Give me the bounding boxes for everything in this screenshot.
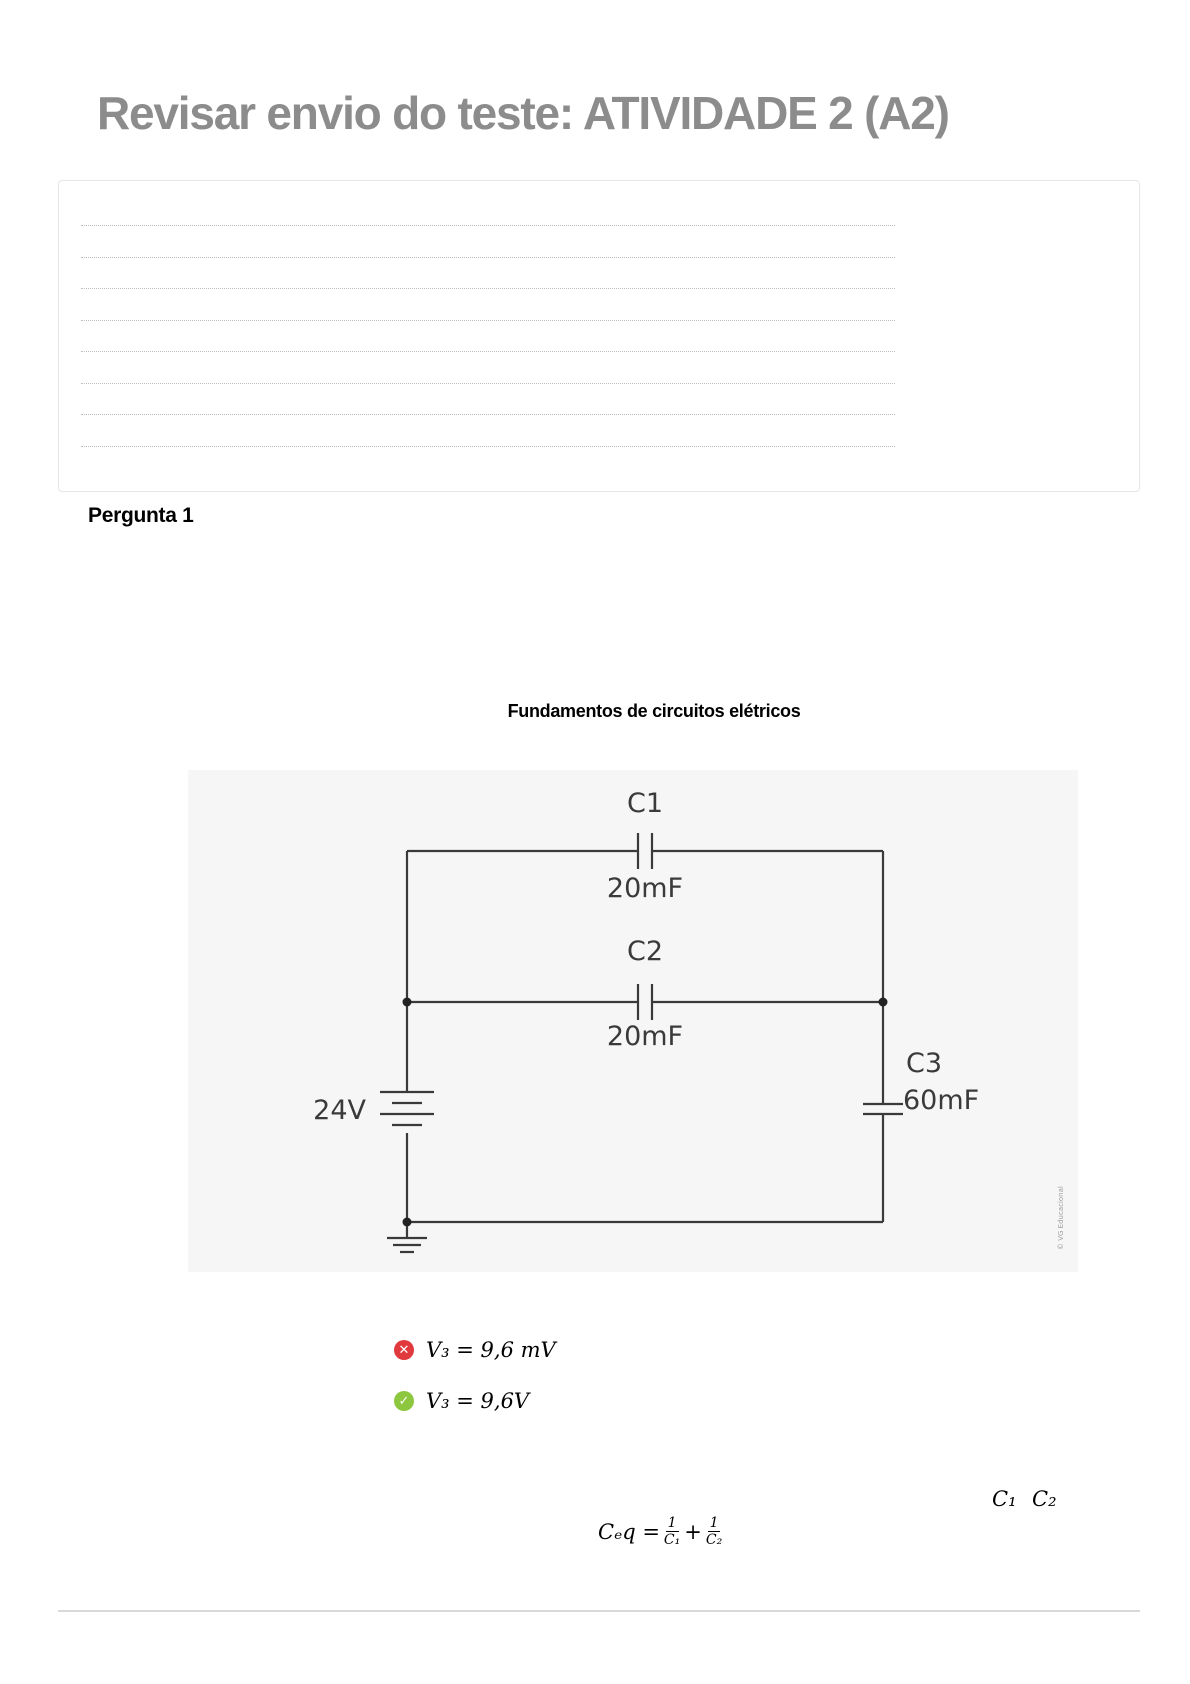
fraction: [664, 1515, 680, 1548]
answer-text: V₃ = 9,6V: [426, 1389, 530, 1413]
fraction-numerator: 1: [709, 1515, 719, 1531]
feedback-term-c1: C₁: [992, 1487, 1017, 1511]
submission-details-panel: [58, 180, 1140, 492]
plus-sign: +: [684, 1519, 702, 1544]
c2-label: C2: [626, 936, 664, 967]
equivalent-capacitance-formula: [598, 1515, 726, 1548]
details-row: [81, 320, 895, 321]
c1-label: C1: [626, 788, 664, 819]
question-heading: Fundamentos de circuitos elétricos: [507, 701, 801, 721]
details-row: [81, 414, 895, 415]
answer-text: V₃ = 9,6 mV: [426, 1338, 556, 1362]
check-circle-icon: ✓: [394, 1391, 414, 1411]
bottom-divider: [58, 1610, 1140, 1612]
details-row: [81, 383, 895, 384]
circuit-diagram: [188, 770, 1078, 1272]
answer-option-correct: [394, 1386, 529, 1416]
formula-lhs: Cₑq =: [598, 1519, 660, 1544]
details-row: [81, 446, 895, 447]
fraction: [706, 1515, 722, 1548]
c3-value: 60mF: [903, 1085, 980, 1116]
fraction-denominator: C₂: [705, 1532, 723, 1548]
details-row: [81, 257, 895, 258]
x-circle-icon: ✕: [394, 1340, 414, 1360]
page-title: Revisar envio do teste: ATIVIDADE 2 (A2): [97, 87, 949, 139]
source-voltage-label: 24V: [313, 1095, 366, 1126]
details-row: [81, 288, 895, 289]
answer-option-incorrect: [394, 1335, 556, 1365]
c3-label: C3: [906, 1048, 943, 1079]
question-label: Pergunta 1: [88, 504, 194, 527]
c2-value: 20mF: [606, 1021, 684, 1052]
fraction-denominator: C₁: [663, 1532, 681, 1548]
c1-value: 20mF: [606, 873, 684, 904]
fraction-numerator: 1: [667, 1515, 677, 1531]
details-row: [81, 351, 895, 352]
watermark: © VG Educacional: [1057, 1186, 1065, 1250]
details-row: [81, 225, 895, 226]
feedback-term-c2: C₂: [1032, 1487, 1057, 1511]
